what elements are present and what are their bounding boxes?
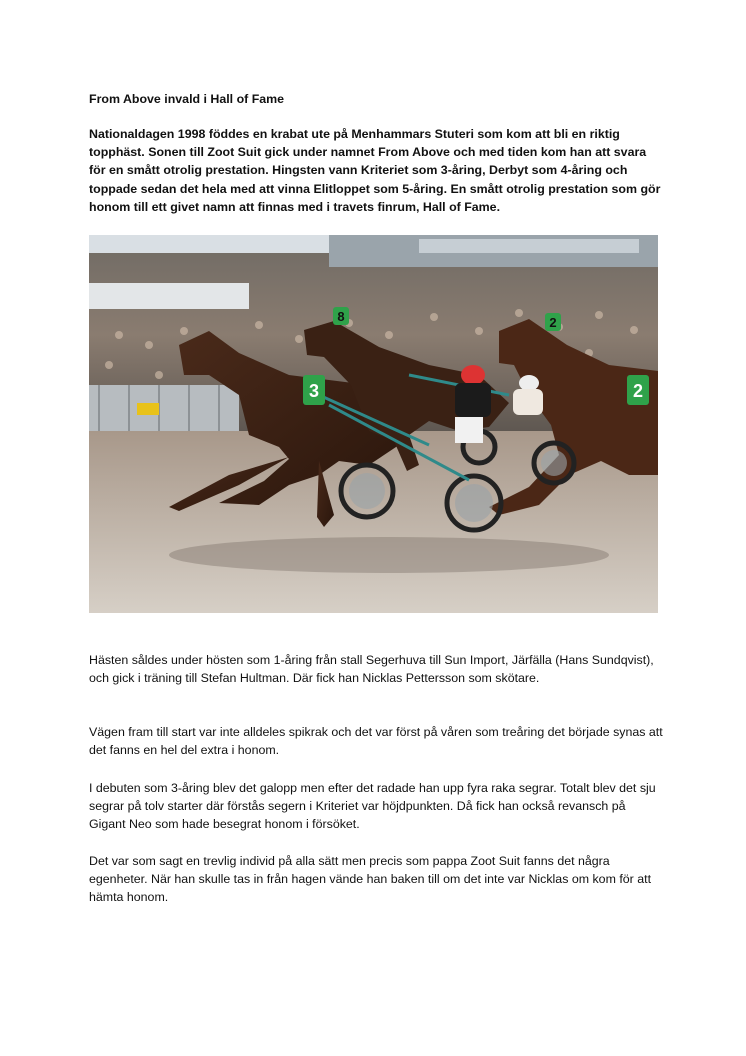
paragraph-3: I debuten som 3-åring blev det galopp men efter det radade han upp fyra raka segrar. Totalt blev det sju segrar på tolv starter där förstås segern i Kriteriet var höjdpunkten. Då fick han också revansch på Gigant Neo som hade besegrat honom i försöket. bbox=[89, 781, 656, 832]
article-title: From Above invald i Hall of Fame bbox=[89, 92, 285, 106]
ear-number-2: 2 bbox=[549, 315, 557, 330]
article-lead: Nationaldagen 1998 föddes en krabat ute på Menhammars Stuteri som kom att bli en riktig topphäst. Sonen till Zoot Suit gick under namnet From Above och med tiden kom han att svara för en smått otrolig prestation. Hingsten vann Kriteriet som 3-åring, Derbyt som 4-åring och toppade sedan det hela med att vinna Elitloppet som 5-åring. En smått otrolig prestation som gör honom till ett givet namn att finnas med i travets finrum, Hall of Fame. bbox=[89, 127, 661, 214]
saddle-number-3: 3 bbox=[308, 381, 320, 401]
paragraph-1: Hästen såldes under hösten som 1-åring från stall Segerhuva till Sun Import, Järfälla (Hans Sundqvist), och gick i träning till Stefan Hultman. Där fick han Nicklas Pettersson som skötare. bbox=[89, 653, 654, 686]
ear-number-8: 8 bbox=[337, 309, 345, 324]
saddle-number-2: 2 bbox=[632, 381, 644, 401]
paragraph-4: Det var som sagt en trevlig individ på alla sätt men precis som pappa Zoot Suit fanns det några egenheter. När han skulle tas in från hagen vände han baken till om det inte var Nicklas om kom för att hämta honom. bbox=[89, 854, 652, 905]
paragraph-2: Vägen fram till start var inte alldeles spikrak och det var först på våren som treåring det började synas att det fanns en hel del extra i honom. bbox=[89, 725, 663, 758]
race-photo bbox=[89, 235, 658, 613]
